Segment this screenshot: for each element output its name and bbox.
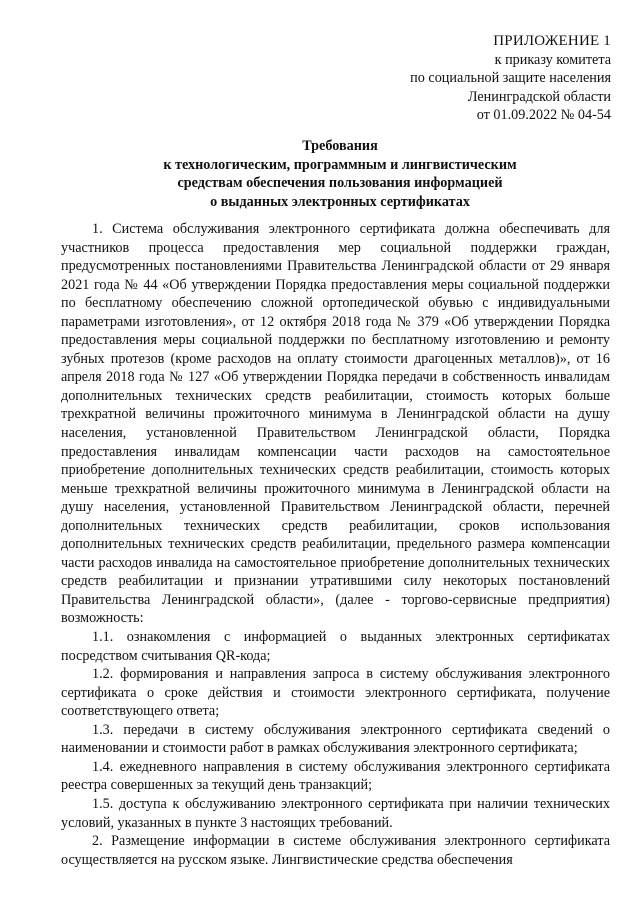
paragraph-1-3: 1.3. передачи в систему обслуживания электронного сертификата сведений о наименовании и стоимости работ в рамках обслуживания электронного сертификата; xyxy=(61,721,610,757)
paragraph-1-1: 1.1. ознакомления с информацией о выданных электронных сертификатах посредством считывания QR-кода; xyxy=(61,629,610,664)
appendix-line-committee: по социальной защите населения xyxy=(410,70,611,87)
appendix-header xyxy=(410,32,611,125)
document-title xyxy=(80,137,600,211)
title-line-1: Требования xyxy=(302,138,378,154)
appendix-line-order: к приказу комитета xyxy=(494,51,611,68)
appendix-title: ПРИЛОЖЕНИЕ 1 xyxy=(493,33,611,49)
paragraph-1: 1. Система обслуживания электронного сертификата должна обеспечивать для участников процесса предоставления мер социальной поддержки граждан, предусмотренных постановлениями Правительства Ленинградской области от 29 января 2021 года № 44 «Об утверждении Порядка предоставления меры социальной поддержки по бесплатному обеспечению сложной ортопедической обувью с индивидуальными параметрами изготовления», от 12 октября 2018 года № 379 «Об утверждении Порядка предоставления меры социальной поддержки по бесплатному изготовлению и ремонту зубных протезов (кроме расходов на оплату стоимости драгоценных металлов)», от 16 апреля 2018 года № 127 «Об утверждении Порядка передачи в собственность инвалидам дополнительных технических средств реабилитации, стоимость которых больше трехкратной величины прожиточного минимума в Ленинградской области на душу населения, установленной Правительством Ленинградской области, Порядка предоставления инвалидам компенсации части расходов на самостоятельное приобретение дополнительных технических средств реабилитации, стоимость которых меньше трехкратной величины прожиточного минимума в Ленинградской области на душу населения, установленной Правительством Ленинградской области, перечней дополнительных технических средств реабилитации, сроков использования дополнительных технических средств реабилитации, предельного размера компенсации части расходов инвалида на самостоятельное приобретение дополнительных технических средств реабилитации и признании утратившими силу некоторых постановлений Правительства Ленинградской области», (далее - торгово-сервисные предприятия) возможность: xyxy=(61,221,610,627)
title-line-3: средствам обеспечения пользования информацией xyxy=(177,175,503,192)
paragraph-1-2: 1.2. формирования и направления запроса в систему обслуживания электронного сертификата о сроке действия и стоимости электронного сертификата, получение соответствующего ответа; xyxy=(61,666,610,720)
paragraph-1-5: 1.5. доступа к обслуживанию электронного сертификата при наличии технических условий, указанных в пункте 3 настоящих требований. xyxy=(61,795,610,831)
title-line-2: к технологическим, программным и лингвистическим xyxy=(163,156,517,173)
title-line-4: о выданных электронных сертификатах xyxy=(210,193,470,210)
appendix-line-region: Ленинградской области xyxy=(467,88,611,105)
paragraph-2: 2. Размещение информации в системе обслуживания электронного сертификата осуществляется на русском языке. Лингвистические средства обеспечения xyxy=(61,833,610,868)
document-body xyxy=(61,220,610,869)
appendix-line-date: от 01.09.2022 № 04-54 xyxy=(476,107,611,124)
paragraph-1-4: 1.4. ежедневного направления в систему обслуживания электронного сертификата реестра совершенных за текущий день транзакций; xyxy=(61,758,610,794)
